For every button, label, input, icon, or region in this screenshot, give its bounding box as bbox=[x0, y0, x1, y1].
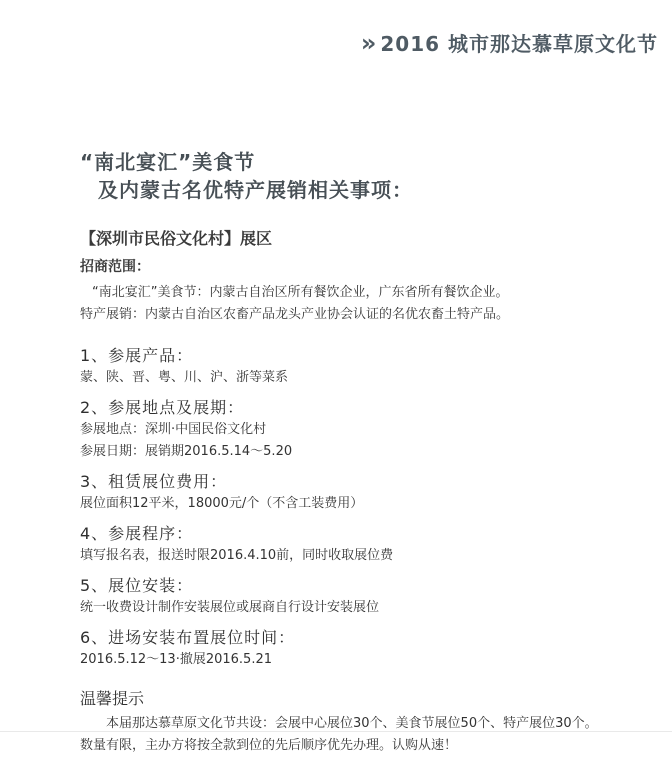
page-title bbox=[80, 148, 610, 204]
section-heading: 5、展位安装： bbox=[80, 576, 194, 595]
tips-heading: 温馨提示 bbox=[80, 689, 145, 708]
section-heading: 1、参展产品： bbox=[80, 346, 194, 365]
document-content bbox=[80, 148, 610, 757]
event-brand-header bbox=[361, 28, 658, 57]
scope-line: 特产展销：内蒙古自治区农畜产品龙头产业协会认证的名优农畜土特产品。 bbox=[80, 307, 510, 322]
page-title-line1: “南北宴汇”美食节 bbox=[80, 150, 256, 174]
scope-heading: 招商范围： bbox=[80, 259, 150, 275]
section-location-dates bbox=[80, 396, 610, 463]
section-procedure bbox=[80, 522, 610, 567]
tips-line: 数量有限，主办方将按全款到位的先后顺序优先办理。认购从速！ bbox=[80, 738, 458, 753]
section-line: 参展地点：深圳·中国民俗文化村 bbox=[80, 422, 267, 437]
section-heading: 3、租赁展位费用： bbox=[80, 472, 228, 491]
section-heading: 4、参展程序： bbox=[80, 524, 194, 543]
scope-line: “南北宴汇”美食节：内蒙古自治区所有餐饮企业，广东省所有餐饮企业。 bbox=[92, 285, 509, 300]
scope-paragraph bbox=[80, 282, 610, 326]
tips-line: 本届那达慕草原文化节共设：会展中心展位30个、美食节展位50个、特产展位30个。 bbox=[106, 716, 598, 731]
page-title-line2: 及内蒙古名优特产展销相关事项： bbox=[98, 178, 413, 202]
tips-block bbox=[80, 687, 610, 757]
section-line: 统一收费设计制作安装展位或展商自行设计安装展位 bbox=[80, 600, 380, 615]
section-booth-fee bbox=[80, 470, 610, 515]
section-heading: 2、参展地点及展期： bbox=[80, 398, 245, 417]
event-brand-label: 2016 城市那达慕草原文化节 bbox=[380, 32, 658, 56]
section-line: 填写报名表，报送时限2016.4.10前，同时收取展位费 bbox=[80, 548, 394, 563]
section-setup-time bbox=[80, 626, 610, 671]
section-line: 2016.5.12～13·撤展2016.5.21 bbox=[80, 652, 272, 667]
section-line: 展位面积12平米，18000元/个（不含工装费用） bbox=[80, 496, 364, 511]
section-installation bbox=[80, 574, 610, 619]
section-line: 参展日期：展销期2016.5.14～5.20 bbox=[80, 444, 293, 459]
tips-paragraph bbox=[80, 713, 610, 757]
double-chevron-icon: » bbox=[360, 28, 375, 57]
zone-heading: 【深圳市民俗文化村】展区 bbox=[80, 229, 273, 248]
section-products bbox=[80, 344, 610, 389]
section-line: 蒙、陕、晋、粤、川、沪、浙等菜系 bbox=[80, 370, 289, 385]
section-heading: 6、进场安装布置展位时间： bbox=[80, 628, 296, 647]
